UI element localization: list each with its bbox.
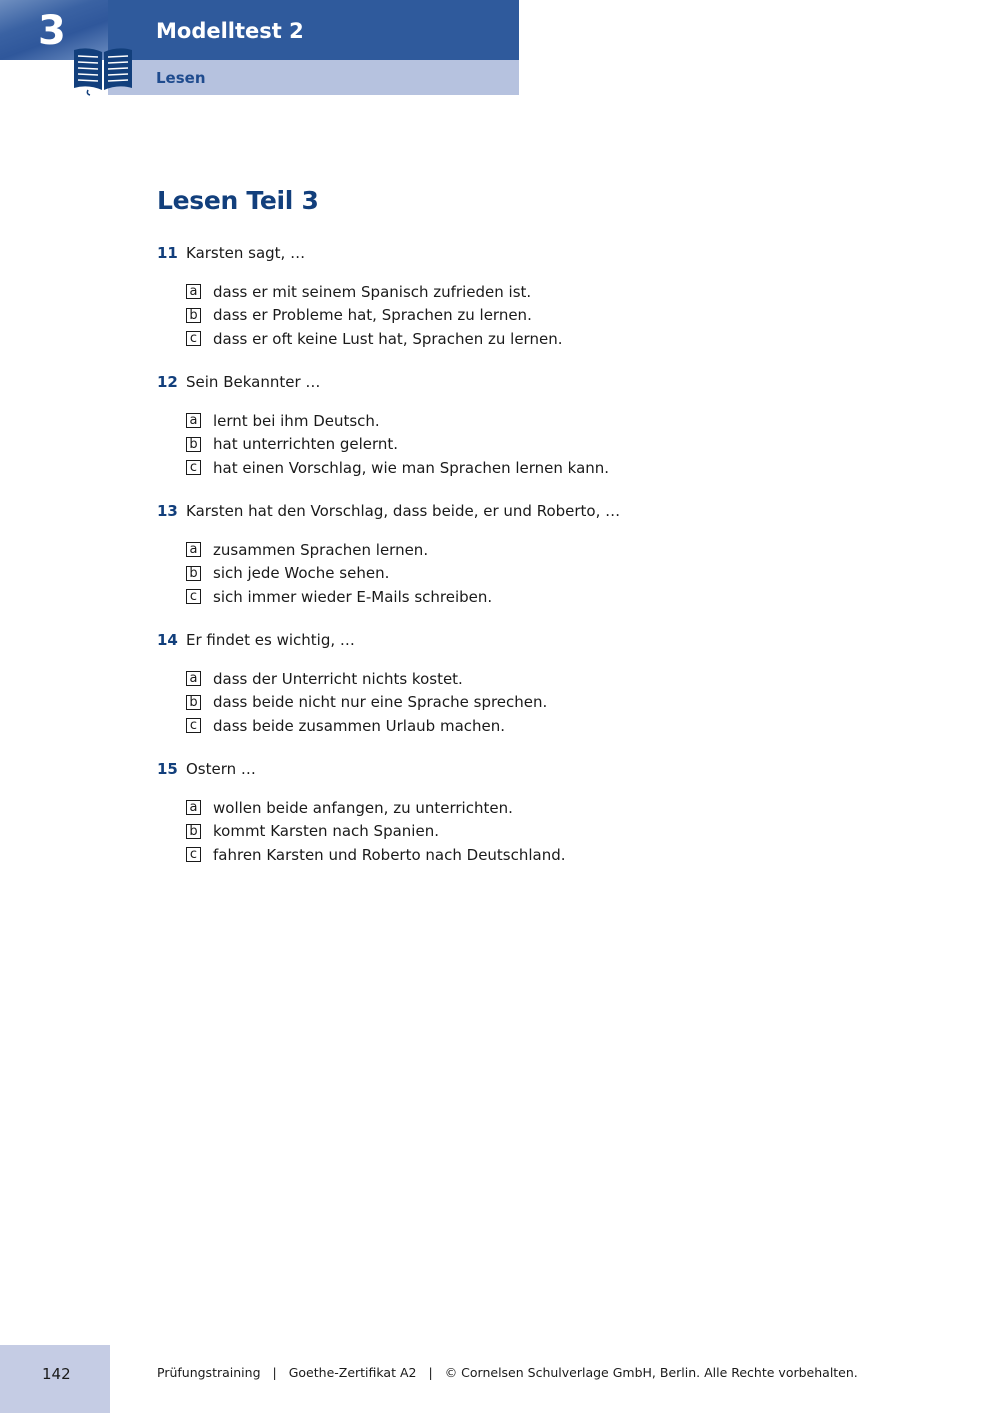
question-text: Karsten hat den Vorschlag, dass beide, er und Roberto, …	[186, 502, 621, 520]
question-text: Karsten sagt, …	[186, 244, 306, 262]
option-text: zusammen Sprachen lernen.	[213, 540, 429, 559]
footer-copyright: © Cornelsen Schulverlage GmbH, Berlin. Alle Rechte vorbehalten.	[444, 1365, 858, 1380]
open-book-icon	[70, 44, 136, 96]
question-13	[157, 502, 620, 609]
footer-exam: Goethe-Zertifikat A2	[288, 1365, 417, 1380]
option-text: dass er oft keine Lust hat, Sprachen zu lernen.	[213, 329, 563, 348]
header-subtitle-bar	[108, 60, 519, 95]
checkbox-11a[interactable]: a	[186, 284, 201, 299]
header-title-bar	[108, 0, 519, 60]
checkbox-13c[interactable]: c	[186, 589, 201, 604]
question-text: Ostern …	[186, 760, 256, 778]
option-text: hat einen Vorschlag, wie man Sprachen lernen kann.	[213, 458, 610, 477]
question-12	[157, 373, 609, 480]
option-text: wollen beide anfangen, zu unterrichten.	[213, 798, 513, 817]
option-13a[interactable]	[186, 538, 620, 562]
option-13c[interactable]	[186, 585, 620, 609]
option-text: dass er Probleme hat, Sprachen zu lernen.	[213, 306, 532, 325]
option-14c[interactable]	[186, 714, 547, 738]
checkbox-14b[interactable]: b	[186, 695, 201, 710]
option-15a[interactable]	[186, 796, 566, 820]
checkbox-15c[interactable]: c	[186, 847, 201, 862]
chapter-number: 3	[38, 8, 66, 54]
question-11	[157, 244, 562, 351]
option-text: hat unterrichten gelernt.	[213, 435, 399, 454]
question-number: 11	[157, 244, 178, 262]
checkbox-12a[interactable]: a	[186, 413, 201, 428]
option-text: sich immer wieder E-Mails schreiben.	[213, 587, 493, 606]
question-number: 12	[157, 373, 178, 391]
option-text: dass beide nicht nur eine Sprache sprechen.	[213, 693, 548, 712]
option-text: lernt bei ihm Deutsch.	[213, 411, 380, 430]
checkbox-13a[interactable]: a	[186, 542, 201, 557]
option-text: dass er mit seinem Spanisch zufrieden ist.	[213, 282, 532, 301]
checkbox-12b[interactable]: b	[186, 437, 201, 452]
page-number: 142	[42, 1365, 71, 1383]
option-12b[interactable]	[186, 433, 609, 457]
option-11b[interactable]	[186, 304, 562, 328]
option-12c[interactable]	[186, 456, 609, 480]
option-15b[interactable]	[186, 820, 566, 844]
footer-separator: |	[428, 1365, 433, 1380]
question-14	[157, 631, 547, 738]
page-title: Modelltest 2	[156, 19, 304, 43]
page-subtitle: Lesen	[156, 69, 206, 87]
page-number-box	[0, 1345, 110, 1413]
question-number: 13	[157, 502, 178, 520]
checkbox-14c[interactable]: c	[186, 718, 201, 733]
footer	[157, 1365, 858, 1380]
footer-separator: |	[272, 1365, 277, 1380]
option-text: fahren Karsten und Roberto nach Deutschland.	[213, 845, 566, 864]
option-11c[interactable]	[186, 327, 562, 351]
checkbox-11b[interactable]: b	[186, 308, 201, 323]
question-text: Sein Bekannter …	[186, 373, 321, 391]
option-text: sich jede Woche sehen.	[213, 564, 390, 583]
footer-book: Prüfungstraining	[157, 1365, 261, 1380]
option-text: dass der Unterricht nichts kostet.	[213, 669, 463, 688]
question-number: 15	[157, 760, 178, 778]
checkbox-11c[interactable]: c	[186, 331, 201, 346]
checkbox-15b[interactable]: b	[186, 824, 201, 839]
checkbox-15a[interactable]: a	[186, 800, 201, 815]
checkbox-14a[interactable]: a	[186, 671, 201, 686]
option-14a[interactable]	[186, 667, 547, 691]
checkbox-13b[interactable]: b	[186, 566, 201, 581]
option-13b[interactable]	[186, 562, 620, 586]
option-15c[interactable]	[186, 843, 566, 867]
option-12a[interactable]	[186, 409, 609, 433]
option-text: dass beide zusammen Urlaub machen.	[213, 716, 506, 735]
question-number: 14	[157, 631, 178, 649]
option-text: kommt Karsten nach Spanien.	[213, 822, 439, 841]
question-text: Er findet es wichtig, …	[186, 631, 355, 649]
checkbox-12c[interactable]: c	[186, 460, 201, 475]
option-14b[interactable]	[186, 691, 547, 715]
section-title: Lesen Teil 3	[157, 186, 319, 215]
question-15	[157, 760, 566, 867]
option-11a[interactable]	[186, 280, 562, 304]
